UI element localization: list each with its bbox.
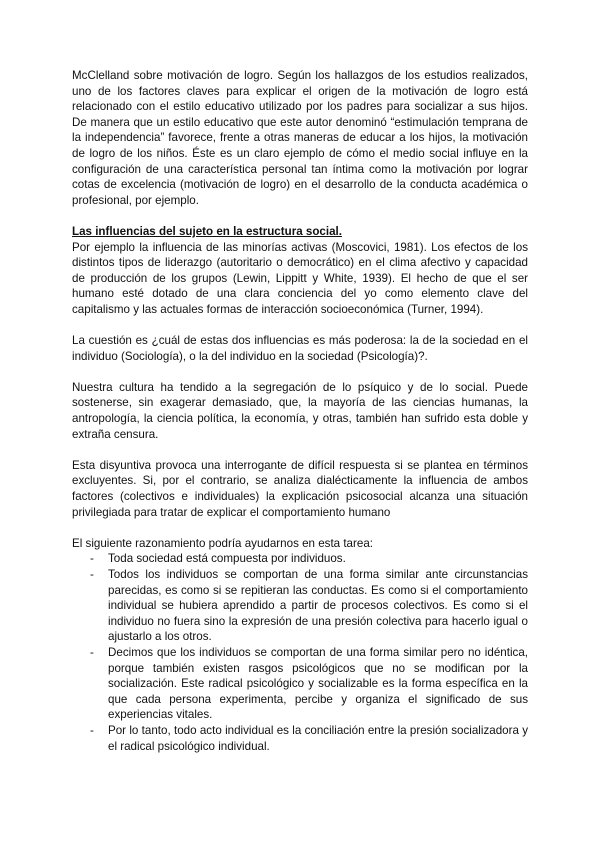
list-item: [72, 551, 528, 567]
paragraph-cultura: Nuestra cultura ha tendido a la segregación de lo psíquico y de lo social. Puede sostenerse, sin exagerar demasiado, que, la mayoría de las ciencias humanas, la antropología, la ciencia política, la economía, y otras, también han sufrido esta doble y extraña censura.: [72, 380, 528, 441]
list-item: [72, 645, 528, 723]
list-item-text: Toda sociedad está compuesta por individuos.: [108, 552, 346, 566]
section-heading: Las influencias del sujeto en la estructura social.: [72, 224, 342, 238]
paragraph-razonamiento: El siguiente razonamiento podría ayudarnos en esta tarea:: [72, 536, 373, 550]
paragraph-mcclelland: McClelland sobre motivación de logro. Según los hallazgos de los estudios realizados, uno de los factores claves para explicar el origen de la motivación de logro está relacionado con el estilo educativo utilizado por los padres para socializar a sus hijos. De manera que un estilo educativo que este autor denominó “estimulación temprana de la independencia” favorece, frente a otras maneras de educar a los hijos, la motivación de logro de los niños. Éste es un claro ejemplo de cómo el medio social influye en la configuración de una característica personal tan íntima como la motivación por lograr cotas de excelencia (motivación de logro) en el desarrollo de la conducta académica o profesional, por ejemplo.: [72, 69, 528, 207]
list-item-text: Todos los individuos se comportan de una forma similar ante circunstancias parecidas, es como si se repitieran las conductas. Es como si el comportamiento individual se hubiera aprendido a partir de procesos colectivos. Es como si el individuo no fuera sino la expresión de una presión colectiva para hacerlo igual o ajustarlo a los otros.: [108, 568, 528, 644]
bullet-marker: -: [90, 568, 94, 581]
reasoning-list: [72, 551, 528, 754]
paragraph-cuestion: La cuestión es ¿cuál de estas dos influencias es más poderosa: la de la sociedad en el individuo (Sociología), o la del individuo en la sociedad (Psicología)?.: [72, 334, 528, 363]
section-influencias: [72, 224, 528, 318]
bullet-marker: -: [90, 552, 94, 566]
document-page: [72, 68, 528, 754]
paragraph-minorias: Por ejemplo la influencia de las minorías activas (Moscovici, 1981). Los efectos de los distintos tipos de liderazgo (autoritario o democrático) en el clima afectivo y capacidad de producción de los grupos (Lewin, Lippitt y White, 1939). El hecho de que el ser humano esté dotado de una clara conciencia del yo como elemento clave del capitalismo y las actuales formas de interacción socioeconómica (Turner, 1994).: [72, 240, 528, 316]
bullet-marker: -: [90, 645, 94, 659]
list-item: [72, 723, 528, 754]
paragraph-disyuntiva: Esta disyuntiva provoca una interrogante de difícil respuesta si se plantea en términos excluyentes. Si, por el contrario, se analiza dialécticamente la influencia de ambos factores (colectivos e individuales) la explicación psicosocial alcanza una situación privilegiada para tratar de explicar el comportamiento humano: [72, 458, 528, 519]
list-item-text: Decimos que los individuos se comportan de una forma similar pero no idéntica, porque también existen rasgos psicológicos que no se modifican por la socialización. Este radical psicológico y socializable es la forma específica en la que cada persona experimenta, percibe y organiza el significado de sus experiencias vitales.: [108, 645, 528, 722]
list-item-text: Por lo tanto, todo acto individual es la conciliación entre la presión socializadora y el radical psicológico individual.: [108, 723, 528, 753]
bullet-marker: -: [90, 723, 94, 737]
list-item: [72, 567, 528, 645]
